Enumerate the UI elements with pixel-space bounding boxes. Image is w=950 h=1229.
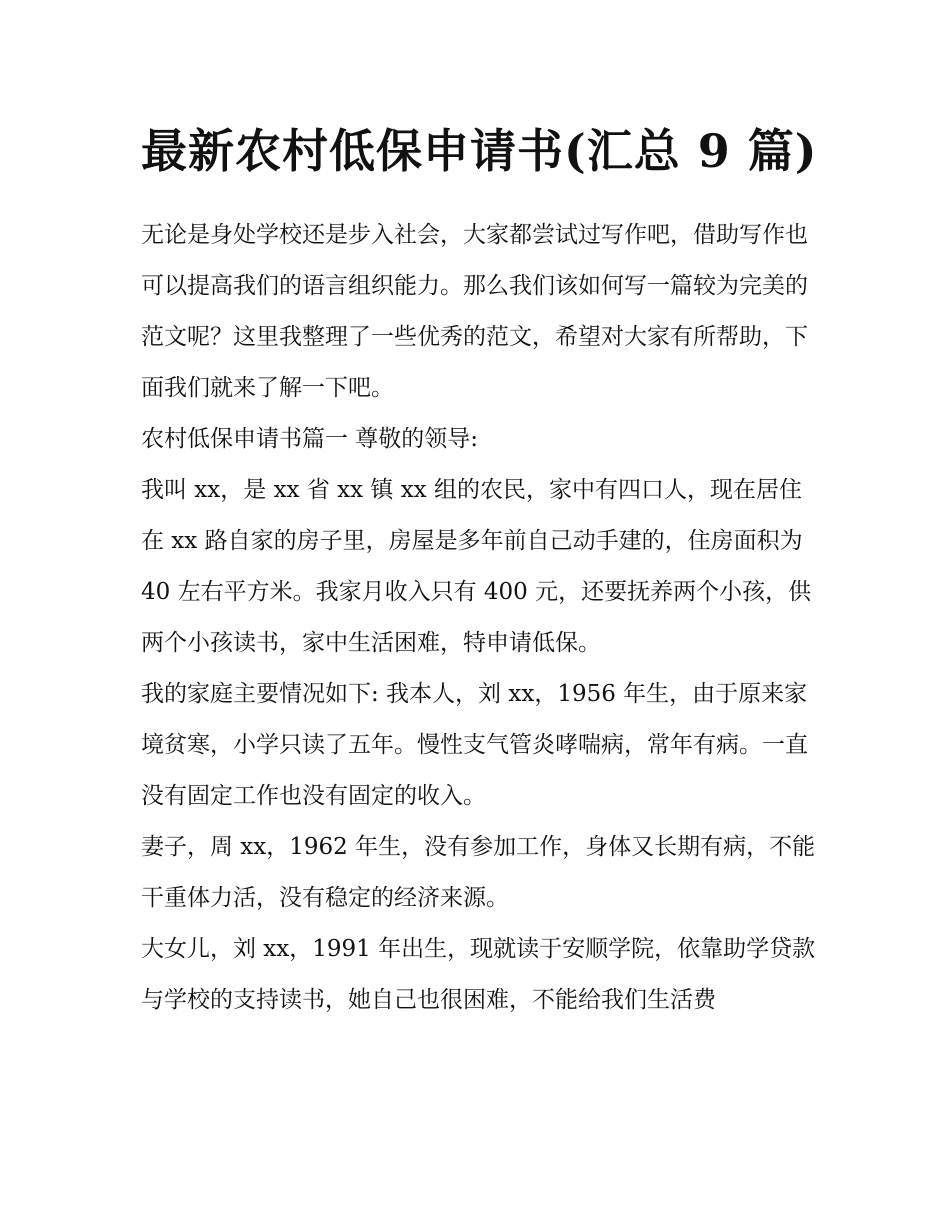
salutation-paragraph: 农村低保申请书篇一 尊敬的领导: [141,426,479,452]
document-page [141,112,821,1026]
daughter-info-paragraph: 大女儿，刘 xx，1991 年出生，现就读于安顺学院，依靠助学贷款与学校的支持读书，她自己也很困难，不能给我们生活费 [141,936,816,1013]
applicant-info-paragraph: 我叫 xx，是 xx 省 xx 镇 xx 组的农民，家中有四口人，现在居住在 xx 路自家的房子里，房屋是多年前自己动手建的，住房面积为 40 左右平方米。我家月收入只有 400 元，还要抚养两个小孩，供两个小孩读书，家中生活困难，特申请低保。 [141,477,812,656]
family-situation-paragraph: 我的家庭主要情况如下: 我本人，刘 xx，1956 年生，由于原来家境贫寒，小学只读了五年。慢性支气管炎哮喘病，常年有病。一直没有固定工作也没有固定的收入。 [141,681,808,809]
document-title: 最新农村低保申请书(汇总 9 篇) [141,124,818,178]
wife-info-paragraph: 妻子，周 xx，1962 年生，没有参加工作，身体又长期有病，不能干重体力活，没有稳定的经济来源。 [141,834,816,911]
intro-paragraph: 无论是身处学校还是步入社会，大家都尝试过写作吧，借助写作也可以提高我们的语言组织能力。那么我们该如何写一篇较为完美的范文呢？这里我整理了一些优秀的范文，希望对大家有所帮助，下面我们就来了解一下吧。 [141,222,808,401]
